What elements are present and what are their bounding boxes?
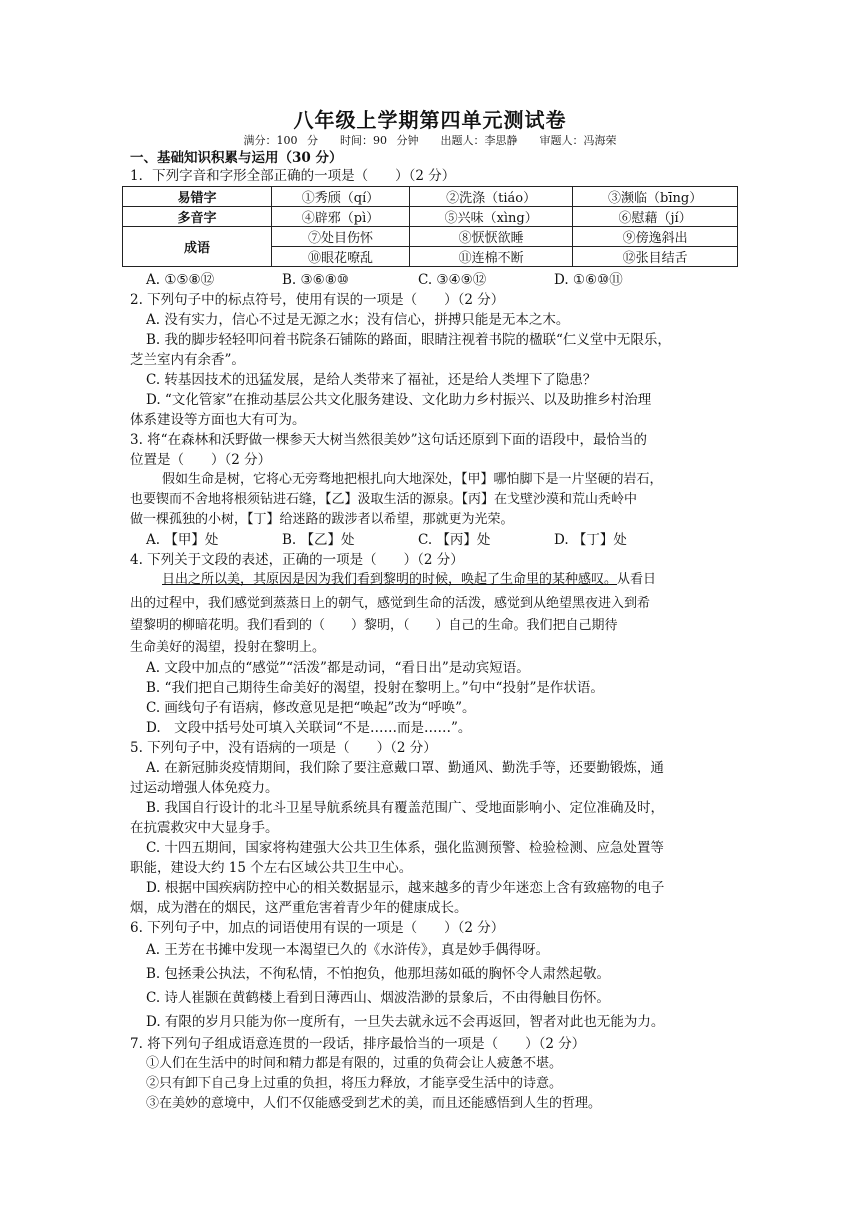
passage-line: 假如生命是树，它将心无旁骛地把根扎向大地深处，【甲】哪怕脚下是一片坚硬的岩石， [162,472,663,487]
option-b: B. 【乙】处 [282,532,355,548]
passage-text: 从看日 [617,572,657,587]
table-cell: ②洗涤（tiáo） [410,187,573,207]
option-b: B. 包拯秉公执法，不徇私情，不怕抱负，他那坦荡如砥的胸怀令人肃然起敬。 [146,966,611,982]
option-d: D. 根据中国疾病防控中心的相关数据显示，越来越多的青少年迷恋上含有致癌物的电子 [146,880,665,896]
option-b: B. 我国自行设计的北斗卫星导航系统具有覆盖范围广、受地面影响小、定位准确及时， [146,800,665,816]
table-cell: ①秀颀（qí） [272,187,410,207]
table-cell: ⑨傍逸斜出 [573,227,738,247]
option-a-cont: 过运动增强人体免疫力。 [130,780,279,796]
passage-line: 也要锲而不舍地将根须钻进石缝，【乙】汲取生活的源泉。【丙】在戈壁沙漠和荒山秃岭中 [130,492,638,507]
table-cell: ⑥慰藉（jí） [573,207,738,227]
question-1-options [146,270,690,290]
option-d: D. “文化管家”在推动基层公共文化服务建设、文化助力乡村振兴、以及助推乡村治理 [146,392,652,408]
question-2-stem: 2. 下列句子中的标点符号，使用有误的一项是（ ）（2 分） [130,292,505,308]
table-cell: ⑦处目伤怀 [272,227,410,247]
row-head: 多音字 [123,207,272,227]
table-cell: ⑧恹恹欲睡 [410,227,573,247]
question-1-table [122,186,738,267]
option-c-cont: 职能，建设大约 15 个左右区域公共卫生中心。 [130,860,413,876]
question-3-stem-cont: 位置是（ ）（2 分） [130,452,272,468]
option-a: A. 在新冠肺炎疫情期间，我们除了要注意戴口罩、勤通风、勤洗手等，还要勤锻炼，通 [146,760,664,776]
option-c: C. 诗人崔颢在黄鹤楼上看到日薄西山、烟波浩渺的景象后，不由得触目伤怀。 [146,990,610,1006]
question-6-stem: 6. 下列句子中，加点的词语使用有误的一项是（ ）（2 分） [130,920,505,936]
underlined-sentence: 日出之所以美，其原因是因为我们看到黎明的时候，唤起了生命里的某种感叹。 [162,572,618,587]
table-cell: ⑪连棉不断 [410,247,573,267]
option-d: D. 有限的岁月只能为你一度所有，一旦失去就永远不会再返回，智者对此也无能为力。 [146,1014,665,1030]
option-b-cont: 在抗震救灾中大显身手。 [130,820,279,836]
passage-line [162,570,762,590]
option-b: B. “我们把自己期待生命美好的渴望，投射在黎明上。”句中“投射”是作状语。 [146,680,604,696]
option-b: B. ③⑥⑧⑩ [282,272,349,288]
option-c: C. 转基因技术的迅猛发展，是给人类带来了福祉，还是给人类埋下了隐患？ [146,372,597,388]
table-cell: ⑩眼花嘹乱 [272,247,410,267]
passage-line: 望黎明的柳暗花明。我们看到的（ ）黎明，（ ）自己的生命。我们把自己期待 [130,618,618,633]
option-d: D. 文段中括号处可填入关联词“不是……而是……”。 [146,720,472,736]
table-row [123,207,738,227]
question-3-stem: 3. 将“在森林和沃野做一棵参天大树当然很美妙”这句话还原到下面的语段中，最恰当的 [130,432,647,448]
option-c: C. ③④⑨⑫ [418,272,487,288]
table-cell: ④辟邪（pì） [272,207,410,227]
row-head: 易错字 [123,187,272,207]
question-1-stem: 1．下列字音和字形全部正确的一项是（ ）（2 分） [130,168,456,184]
question-3-options [146,530,690,550]
sentence-3: ③在美妙的意境中，人们不仅能感受到艺术的美，而且还能感悟到人生的哲理。 [146,1096,602,1111]
question-5-stem: 5. 下列句子中，没有语病的一项是（ ）（2 分） [130,740,437,756]
option-d: D. ①⑥⑩⑪ [554,272,623,288]
page-title: 八年级上学期第四单元测试卷 [293,108,567,132]
table-cell: ③濒临（bīng） [573,187,738,207]
option-d: D. 【丁】处 [554,532,627,548]
question-7-stem: 7. 将下列句子组成语意连贯的一段话，排序最恰当的一项是（ ）（2 分） [130,1036,586,1052]
option-b: B. 我的脚步轻轻叩问着书院条石铺陈的路面，眼睛注视着书院的楹联“仁义堂中无限乐， [146,332,671,348]
option-c: C. 画线句子有语病，修改意见是把“唤起”改为“呼唤”。 [146,700,476,716]
passage-line: 做一棵孤独的小树，【丁】给迷路的跋涉者以希望，那就更为光荣。 [130,512,514,527]
option-b-cont: 芝兰室内有余香”。 [130,352,245,368]
passage-line: 生命美好的渴望，投射在黎明上。 [130,640,326,655]
option-a: A. 没有实力，信心不过是无源之水；没有信心，拼搏只能是无本之木。 [146,312,570,328]
table-row [123,187,738,207]
option-a: A. 文段中加点的“感觉”“活泼”都是动词，“看日出”是动宾短语。 [146,660,530,676]
option-a: A. 王芳在书摊中发现一本渴望已久的《水浒传》，真是妙手偶得呀。 [146,942,550,958]
table-row [123,227,738,247]
sentence-2: ②只有卸下自己身上过重的负担，将压力释放，才能享受生活中的诗意。 [146,1076,563,1091]
row-head: 成语 [123,227,272,267]
option-d-cont: 体系建设等方面也大有可为。 [130,412,306,428]
question-4-stem: 4. 下列关于文段的表述，正确的一项是（ ）（2 分） [130,552,464,568]
table-cell: ⑫张目结舌 [573,247,738,267]
option-c: C. 十四五期间，国家将构建强大公共卫生体系，强化监测预警、检验检测、应急处置等 [146,840,664,856]
option-d-cont: 烟，成为潜在的烟民，这严重危害着青少年的健康成长。 [130,900,468,916]
option-a: A. ①⑤⑧⑫ [146,272,215,288]
table-cell: ⑤兴味（xìng） [410,207,573,227]
option-c: C. 【丙】处 [418,532,491,548]
exam-meta: 满分：100 分 时间：90 分钟 出题人：李思静 审题人：冯海荣 [243,134,617,147]
option-a: A. 【甲】处 [146,532,219,548]
passage-line: 出的过程中，我们感觉到蒸蒸日上的朝气，感觉到生命的活泼，感觉到从绝望黑夜进入到希 [130,596,651,611]
sentence-1: ①人们在生活中的时间和精力都是有限的，过重的负荷会让人疲惫不堪。 [146,1056,563,1071]
section-heading: 一、基础知识积累与运用（30 分） [130,150,343,166]
